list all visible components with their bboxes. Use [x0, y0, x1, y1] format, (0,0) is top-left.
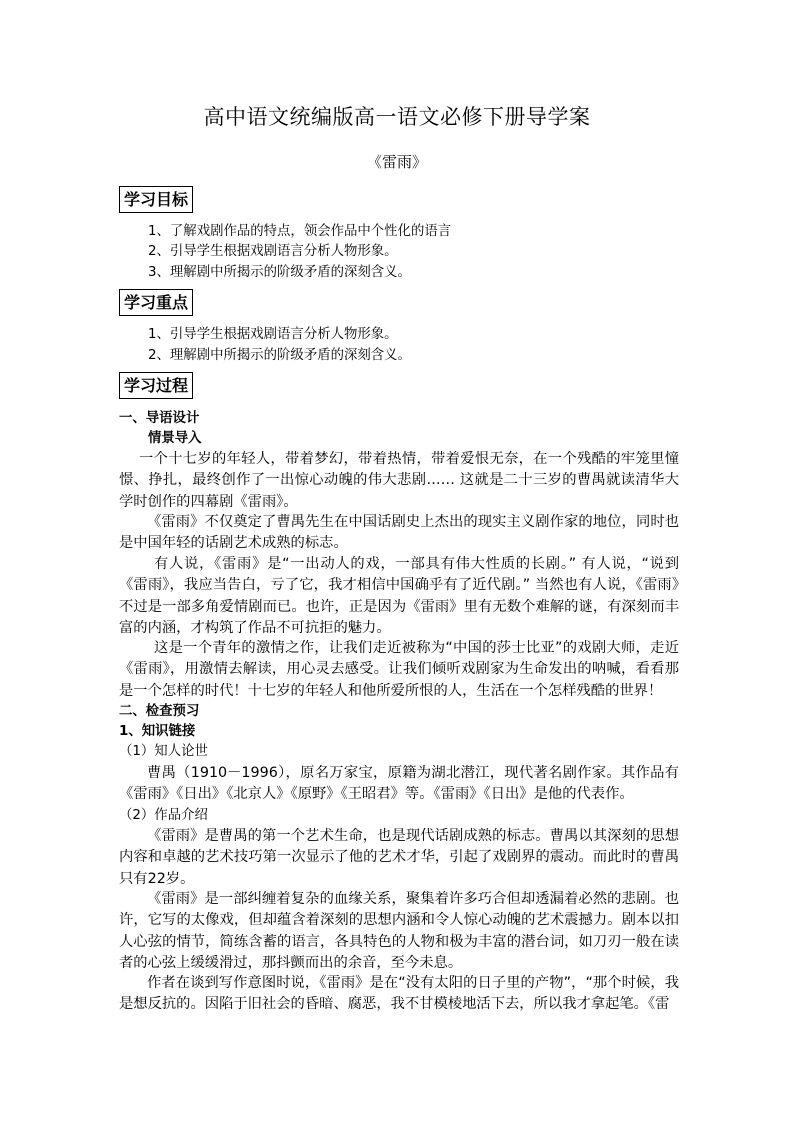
- section-heading-goals: 学习目标: [119, 186, 193, 213]
- focus-item: 1、引导学生根据戏剧语言分析人物形象。: [148, 327, 398, 342]
- section-heading-focus: 学习重点: [119, 289, 193, 316]
- work-paragraph: 《雷雨》是曹禺的第一个艺术生命，也是现代话剧成熟的标志。曹禺以其深刻的思想内容和卓越的艺术技巧第一次显示了他的艺术才华，引起了戏剧界的震动。而此时的曹禺只有22岁。: [119, 828, 679, 887]
- intro-paragraph: 一个十七岁的年轻人，带着梦幻，带着热情，带着爱恨无奈，在一个残酷的牢笼里憧憬、挣扎，最终创作了一出惊心动魄的伟大悲剧…… 这就是二十三岁的曹禺就读清华大学时创作的四幕剧《雷雨》。: [119, 451, 679, 510]
- knowledge-heading: 1、知识链接: [119, 724, 196, 739]
- goal-item: 1、了解戏剧作品的特点，领会作品中个性化的语言: [148, 224, 452, 239]
- goal-item: 2、引导学生根据戏剧语言分析人物形象。: [148, 244, 398, 259]
- document-title: 高中语文统编版高一语文必修下册导学案: [203, 105, 591, 129]
- section-heading-process: 学习过程: [119, 372, 193, 399]
- scene-heading: 情景导入: [148, 431, 202, 446]
- document-subtitle: 《雷雨》: [366, 153, 427, 171]
- intro-paragraph: 《雷雨》不仅奠定了曹禺先生在中国话剧史上杰出的现实主义剧作家的地位，同时也是中国年轻的话剧艺术成熟的标志。: [119, 514, 679, 552]
- intro-paragraph: 这是一个青年的激情之作，让我们走近被称为“中国的莎士比亚”的戏剧大师，走近《雷雨》，用激情去解读，用心灵去感受。让我们倾听戏剧家为生命发出的呐喊，看看那是一个怎样的时代！十七岁的年轻人和他所爱所恨的人，生活在一个怎样残酷的世界！: [119, 640, 679, 699]
- intro-paragraph: 有人说，《雷雨》是“一出动人的戏，一部具有伟大性质的长剧。” 有人说，“说到《雷雨》，我应当告白，亏了它，我才相信中国确乎有了近代剧。” 当然也有人说，《雷雨》不过是一部多角爱情剧而已。也许，正是因为《雷雨》里有无数个难解的谜，有深刻而丰富的内涵，才构筑了作品不可抗拒的魅力。: [119, 556, 679, 636]
- check-heading: 二、检查预习: [119, 704, 200, 719]
- focus-item: 2、理解剧中所揭示的阶级矛盾的深刻含义。: [148, 348, 411, 363]
- author-paragraph: 曹禺（1910－1996），原名万家宝，原籍为湖北潜江，现代著名剧作家。其作品有《雷雨》《日出》《北京人》《原野》《王昭君》等。《雷雨》《日出》是他的代表作。: [119, 765, 679, 803]
- work-paragraph: 《雷雨》是一部纠缠着复杂的血缘关系，聚集着许多巧合但却透漏着必然的悲剧。也许，它写的太像戏，但却蕴含着深刻的思想内涵和令人惊心动魄的艺术震撼力。剧本以扣人心弦的情节，简练含蓄的语言，各具特色的人物和极为丰富的潜台词，如刀刃一般在读者的心弦上缓缓滑过，那抖颤而出的余音，至今未息。: [119, 891, 679, 971]
- intro-heading: 一、导语设计: [119, 411, 200, 426]
- work-heading: （2）作品介绍: [119, 808, 208, 823]
- goal-item: 3、理解剧中所揭示的阶级矛盾的深刻含义。: [148, 265, 411, 280]
- author-heading: （1）知人论世: [119, 744, 208, 759]
- work-paragraph: 作者在谈到写作意图时说，《雷雨》是在“没有太阳的日子里的产物”，“那个时候，我是想反抗的。因陷于旧社会的昏暗、腐恶，我不甘模棱地活下去，所以我才拿起笔。《雷: [119, 975, 679, 1013]
